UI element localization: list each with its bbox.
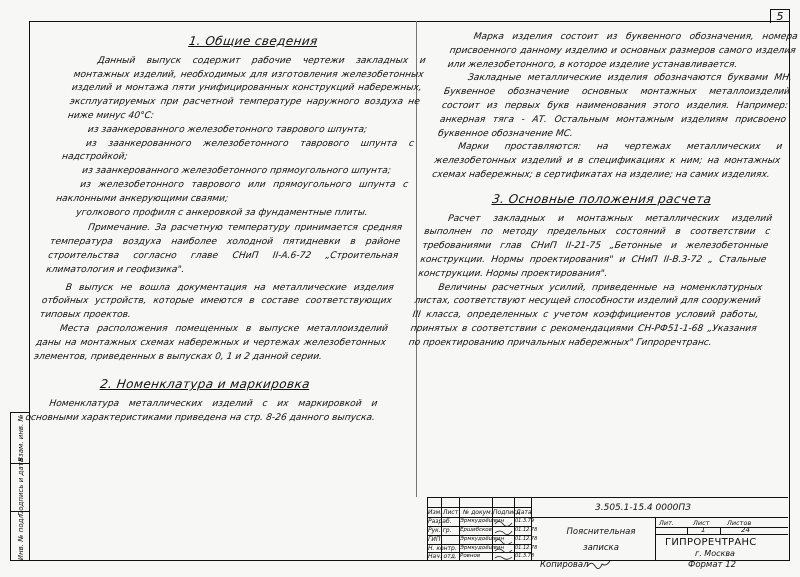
strip-label: Подпись и дата [16, 458, 25, 516]
sheets-count: 24 [741, 526, 750, 534]
city: г. Москва [695, 549, 735, 558]
strip-label: Взам. инв. № [16, 414, 25, 462]
paragraph: Номенклатура металлических изделий с их маркировкой и основными характеристиками приведена на стр. 8-26 данного выпуска. [24, 399, 379, 423]
list-item: из заанкерованного железобетонного таврового шпунта с надстройкой; [61, 138, 415, 163]
tb-date: 01.12.78 [515, 545, 538, 551]
paragraph: Расчет закладных и монтажных металлических изделий выполнен по методу предельных состояний в соответствии с требованиями глав СНиП II-21-75 „Бетонные и железобетонные конструкции. Нормы проектирования" и СНиП II-В.3-72 „ Стальные конструкции. Нормы проектирования". [417, 213, 773, 279]
paragraph: В выпуск не вошла документация на металлические изделия отбойных устройств, которые имеются в составе соответствующих типовых проектов. [39, 282, 395, 321]
tb-col-header: Дата [516, 509, 532, 516]
list-item: из заанкерованного железобетонного таврового шпунта; [87, 124, 368, 135]
paragraph: Закладные металлические изделия обозначаются буквами МН. Буквенное обозначение основных монтажных металлоизделий состоит из первых букв наименования этого изделия. Например: анкерная тяга - АТ. Остальным монтажным изделиям присвоено буквенное обозначение МС. [437, 73, 793, 139]
page-number: 5 [770, 9, 790, 23]
tb-name: Эрмкудоёшвин [460, 518, 505, 524]
paragraph: Марки проставляются: на чертежах металлических и железобетонных изделий и в спецификациях к ним; на монтажных схемах набережных; в сертификатах на изделие; на самих изделиях. [431, 142, 783, 180]
tb-col-header: Изм. [428, 509, 443, 516]
copier-signature [586, 559, 612, 571]
organization: ГИПРОРЕЧТРАНС [665, 537, 757, 548]
tb-name: Эрмкудоёшвин [460, 545, 505, 551]
note-paragraph: Примечание. За расчетную температуру принимается средняя температура воздуха наиболее холодной пятидневки в районе строительства согласно главе СНиП II-А.6-72 „Строительная климатология и геофизика". [45, 223, 403, 275]
document-code: 3.505.1-15.4 0000ПЗ [595, 503, 691, 513]
tb-name: Эрмкудоёшвин [460, 536, 505, 542]
copied-label: Копировал [540, 560, 589, 570]
right-column [408, 31, 799, 351]
tb-role: Н. контр. [428, 545, 457, 552]
list-item: из заанкерованного железобетонного прямоугольного шпунта; [81, 166, 392, 177]
paragraph: Величины расчетных усилий, приведенные на номенклатурных листах, соответствуют несущей способности изделий для сооружений III класса, определенных с учетом коэффициентов условий работы, принятых в соответствии с рекомендациями СН-РФ51-1-68 „Указания по проектированию причальных набережных" Гипроречтранс. [407, 282, 764, 348]
format-label: Формат 12 [688, 560, 737, 570]
strip-label: Инв. № подл. [16, 511, 25, 560]
sheet-label: Лист [693, 519, 710, 527]
section-heading-calculation: 3. Основные положения расчета [491, 191, 713, 206]
list-item: уголкового профиля с анкеровкой за фундаментные плиты. [75, 207, 369, 218]
lit-label: Лит. [659, 519, 674, 527]
section-heading-general: 1. Общие сведения [187, 34, 319, 48]
strip-cell [11, 511, 30, 560]
tb-col-header: Подпись [493, 509, 520, 516]
tb-date: 01.3.78 [515, 553, 535, 559]
tb-role: Рук. гр. [428, 527, 452, 534]
document-name: Пояснительная записка [566, 527, 636, 553]
left-column [24, 31, 429, 426]
tb-role: ГИП [428, 536, 441, 543]
tb-col-header: № докум. [463, 509, 493, 516]
tb-name: Ершибсков [460, 527, 492, 533]
signatures [493, 518, 514, 560]
sheet-number: 1 [701, 526, 706, 534]
title-block [427, 497, 788, 560]
strip-cell [11, 458, 30, 516]
tb-date: 01.12.78 [515, 536, 538, 542]
left-stamp-strip [10, 412, 30, 561]
tb-date: 01.3.79 [515, 518, 535, 524]
paragraph: Места расположения помещенных в выпуске металлоизделий даны на монтажных схемах набережных и чертежах железобетонных элементов, приведенных в выпусках 0, 1 и 2 данной серии. [33, 323, 389, 362]
list-item: из железобетонного таврового или прямоугольного шпунта с наклонными анкерующими сваями; [55, 179, 409, 204]
tb-role: Разраб. [428, 518, 452, 525]
tb-date: 01.12.78 [515, 527, 538, 533]
paragraph: Марка изделия состоит из буквенного обозначения, номера присвоенного данному изделию и основных размеров самого изделия или железобетонного, в которое изделие устанавливается. [447, 32, 799, 70]
tb-col-header: Лист [443, 509, 459, 516]
tb-name: Ровнов [460, 553, 481, 559]
tb-role: Нач. отд. [428, 553, 457, 560]
paragraph: Данный выпуск содержит рабочие чертежи закладных и монтажных изделий, необходимых для изготовления железобетонных изделий и монтажа пяти унифицированных конструкций набережных, эксплуатируемых при расчетной температуре наружного воздуха не ниже минус 40°С: [67, 55, 427, 121]
section-heading-nomenclature: 2. Номенклатура и маркировка [99, 377, 311, 392]
sheets-label: Листов [727, 519, 752, 527]
